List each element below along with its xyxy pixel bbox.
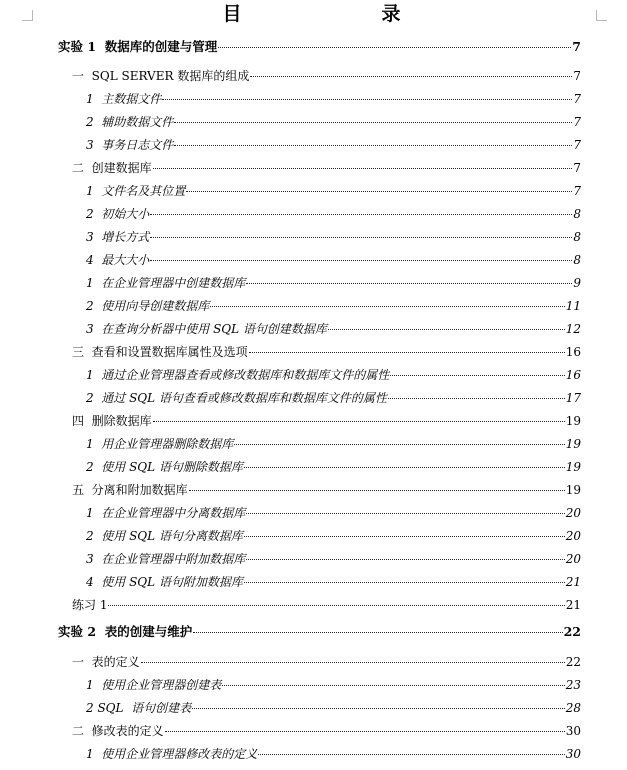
toc-entry-title: 1 在企业管理器中创建数据库 <box>86 276 246 290</box>
dot-leader <box>189 490 565 491</box>
dot-leader <box>150 260 572 261</box>
toc-entry-title: 2 初始大小 <box>86 207 150 221</box>
toc-entry[interactable] <box>86 298 581 315</box>
toc-entry-title: 3 在查询分析器中使用 SQL 语句创建数据库 <box>86 322 327 336</box>
toc-entry[interactable] <box>86 505 581 522</box>
toc-entry-title: 一 表的定义 <box>72 655 140 669</box>
toc-entry-title: 2 辅助数据文件 <box>86 115 174 129</box>
toc-entry-title: 1 文件名及其位置 <box>86 184 186 198</box>
toc-entry-page: 8 <box>573 230 581 244</box>
toc-entry-page: 7 <box>573 161 581 175</box>
toc-entry-title: 2 使用向导创建数据库 <box>86 299 210 313</box>
toc-entry-page: 20 <box>565 552 581 566</box>
toc-entry-title: 2 使用 SQL 语句删除数据库 <box>86 460 243 474</box>
toc-entry[interactable] <box>86 321 581 338</box>
toc-entry-page: 7 <box>573 92 581 106</box>
toc-entry[interactable] <box>86 275 581 292</box>
toc-entry[interactable] <box>86 183 581 200</box>
dot-leader <box>388 398 565 399</box>
toc-entry-title: 3 增长方式 <box>86 230 150 244</box>
dot-leader <box>390 375 564 376</box>
toc-entry[interactable] <box>86 114 581 131</box>
dot-leader <box>141 662 565 663</box>
toc-entry-title: 2 SQL 语句创建表 <box>86 701 192 715</box>
toc-entry-page: 20 <box>565 529 581 543</box>
toc-entry[interactable] <box>86 367 581 384</box>
dot-leader <box>162 99 572 100</box>
toc-entry-title: 实验 1 数据库的创建与管理 <box>58 39 218 54</box>
toc-entry-title: 二 修改表的定义 <box>72 724 164 738</box>
toc-entry-page: 21 <box>565 575 581 589</box>
toc-entry-title: 二 创建数据库 <box>72 161 152 175</box>
toc-entry-page: 19 <box>565 460 581 474</box>
toc-entry[interactable] <box>86 91 581 108</box>
toc-entry[interactable] <box>72 654 581 671</box>
toc-entry-title: 1 用企业管理器删除数据库 <box>86 437 234 451</box>
toc-entry[interactable] <box>86 746 581 763</box>
toc-entry-page: 7 <box>573 115 581 129</box>
dot-leader <box>193 632 562 633</box>
toc-entry[interactable] <box>58 623 581 640</box>
toc-entry-page: 7 <box>572 39 581 54</box>
dot-leader <box>218 47 571 48</box>
toc-entry-page: 19 <box>565 414 581 428</box>
dot-leader <box>186 191 572 192</box>
toc-entry[interactable] <box>72 482 581 499</box>
toc-entry-title: 三 查看和设置数据库属性及选项 <box>72 345 248 359</box>
dot-leader <box>150 214 572 215</box>
dot-leader <box>244 582 565 583</box>
toc-entry-title: 1 使用企业管理器创建表 <box>86 678 222 692</box>
toc-entry-page: 7 <box>573 138 581 152</box>
dot-leader <box>108 605 564 606</box>
toc-entry-page: 11 <box>565 299 581 313</box>
dot-leader <box>244 467 565 468</box>
toc-entry-page: 19 <box>565 437 581 451</box>
toc-entry[interactable] <box>86 436 581 453</box>
dot-leader <box>246 513 564 514</box>
toc-entry-title: 练习 1 <box>72 598 108 612</box>
toc-entry[interactable] <box>86 574 581 591</box>
dot-leader <box>328 329 565 330</box>
dot-leader <box>246 283 572 284</box>
toc-entry-title: 4 使用 SQL 语句附加数据库 <box>86 575 243 589</box>
toc-entry-page: 17 <box>565 391 581 405</box>
toc-entry[interactable] <box>58 38 581 55</box>
dot-leader <box>153 168 573 169</box>
toc-entry[interactable] <box>86 390 581 407</box>
toc-entry-title: 1 主数据文件 <box>86 92 162 106</box>
dot-leader <box>150 237 572 238</box>
dot-leader <box>174 145 572 146</box>
toc-entry-page: 30 <box>565 747 581 761</box>
toc-entry[interactable] <box>86 677 581 694</box>
toc-entry[interactable] <box>86 229 581 246</box>
toc-entry-title: 实验 2 表的创建与维护 <box>58 624 193 639</box>
dot-leader <box>250 76 572 77</box>
toc-entry-title: 2 通过 SQL 语句查看或修改数据库和数据库文件的属性 <box>86 391 387 405</box>
toc-entry-title: 3 事务日志文件 <box>86 138 174 152</box>
toc-entry[interactable] <box>72 413 581 430</box>
toc-entry[interactable] <box>86 528 581 545</box>
toc-entry-page: 30 <box>565 724 581 738</box>
page-title: 目 录 <box>222 3 435 25</box>
dot-leader <box>192 708 565 709</box>
toc-entry-title: 3 在企业管理器中附加数据库 <box>86 552 246 566</box>
toc-entry-title: 1 使用企业管理器修改表的定义 <box>86 747 258 761</box>
toc-entry[interactable] <box>72 68 581 85</box>
toc-entry-page: 28 <box>565 701 581 715</box>
toc-entry-title: 2 使用 SQL 语句分离数据库 <box>86 529 243 543</box>
toc-entry-page: 19 <box>565 483 581 497</box>
toc-entry-title: 4 最大大小 <box>86 253 150 267</box>
toc-entry[interactable] <box>72 160 581 177</box>
toc-entry-page: 21 <box>565 598 581 612</box>
toc-entry[interactable] <box>86 137 581 154</box>
toc-entry-page: 9 <box>573 276 581 290</box>
toc-entry[interactable] <box>86 252 581 269</box>
toc-entry-title: 一 SQL SERVER 数据库的组成 <box>72 69 250 83</box>
toc-entry-title: 1 在企业管理器中分离数据库 <box>86 506 246 520</box>
toc-entry-page: 12 <box>565 322 581 336</box>
dot-leader <box>153 421 565 422</box>
toc-entry-page: 7 <box>573 69 581 83</box>
toc-entry-page: 7 <box>573 184 581 198</box>
toc-entry-title: 四 删除数据库 <box>72 414 152 428</box>
toc-entry-title: 五 分离和附加数据库 <box>72 483 188 497</box>
toc-entry-page: 22 <box>563 624 581 639</box>
dot-leader <box>249 352 565 353</box>
toc-entry[interactable] <box>86 206 581 223</box>
toc-entry[interactable] <box>86 700 581 717</box>
toc-entry[interactable] <box>72 597 581 614</box>
dot-leader <box>258 754 564 755</box>
dot-leader <box>174 122 572 123</box>
toc-entry[interactable] <box>72 344 581 361</box>
dot-leader <box>234 444 564 445</box>
toc-entry-title: 1 通过企业管理器查看或修改数据库和数据库文件的属性 <box>86 368 390 382</box>
dot-leader <box>165 731 565 732</box>
toc-entry-page: 22 <box>565 655 581 669</box>
toc-entry[interactable] <box>86 459 581 476</box>
toc-entry-page: 23 <box>565 678 581 692</box>
toc-entry-page: 8 <box>573 253 581 267</box>
dot-leader <box>244 536 565 537</box>
toc-entry[interactable] <box>72 723 581 740</box>
toc-entry-page: 16 <box>565 368 581 382</box>
dot-leader <box>210 306 564 307</box>
toc-entry-page: 16 <box>565 345 581 359</box>
dot-leader <box>246 559 564 560</box>
toc-entry-page: 20 <box>565 506 581 520</box>
dot-leader <box>222 685 564 686</box>
toc-entry[interactable] <box>86 551 581 568</box>
toc-entry-page: 8 <box>573 207 581 221</box>
